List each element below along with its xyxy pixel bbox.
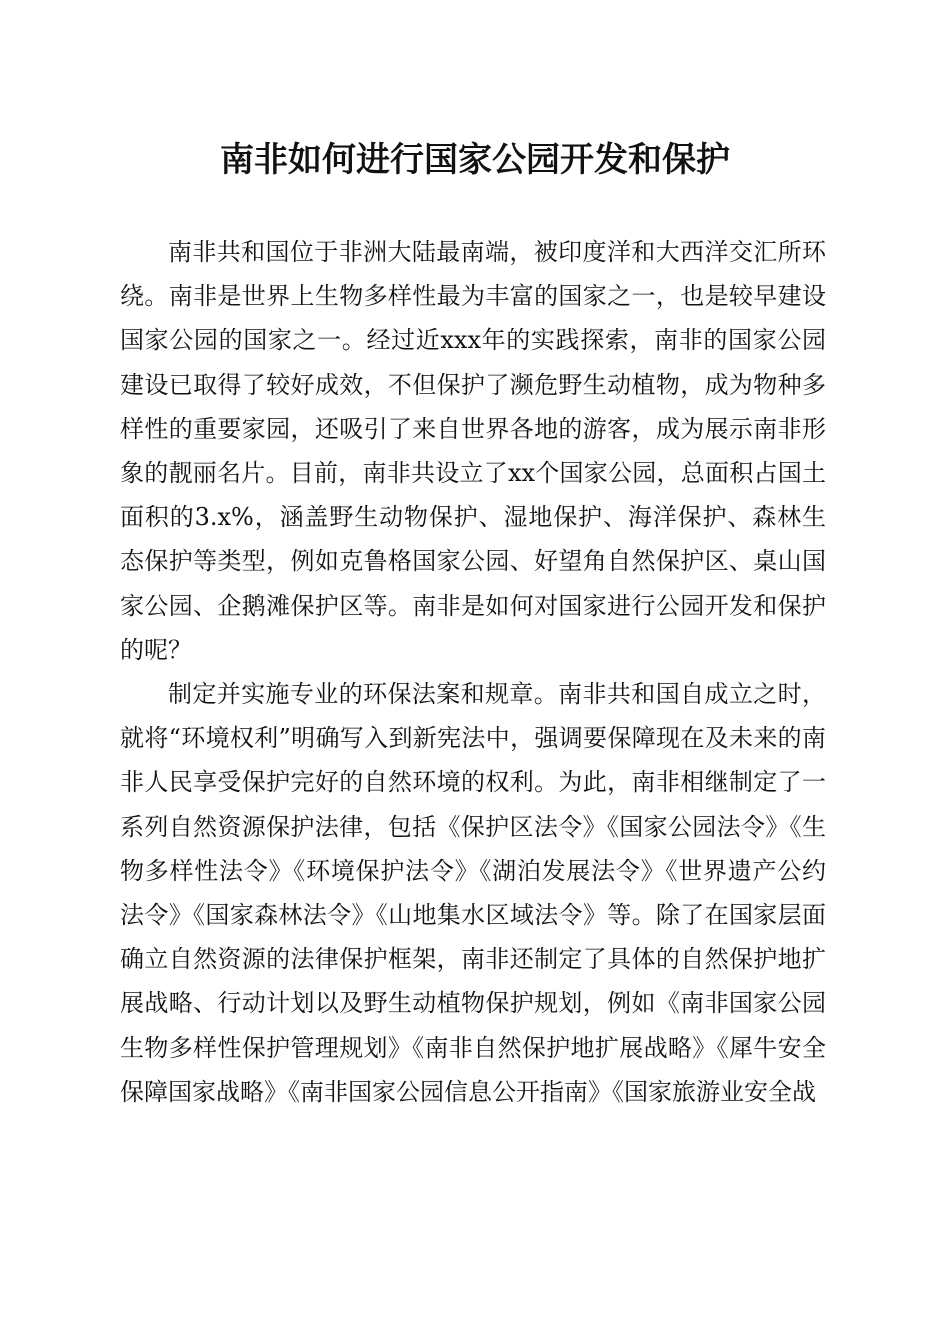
paragraph-legislation: 制定并实施专业的环保法案和规章。南非共和国自成立之时，就将“环境权利”明确写入到新宪法中，强调要保障现在及未来的南非人民享受保护完好的自然环境的权利。为此，南非相继制定了一系列自然资源保护法律，包括《保护区法令》《国家公园法令》《生物多样性法令》《环境保护法令》《湖泊发展法令》《世界遗产公约法令》《国家森林法令》《山地集水区域法令》等。除了在国家层面确立自然资源的法律保护框架，南非还制定了具体的自然保护地扩展战略、行动计划以及野生动植物保护规划，例如《南非国家公园生物多样性保护管理规划》《南非自然保护地扩展战略》《犀牛安全保障国家战略》《南非国家公园信息公开指南》《国家旅游业安全战 — [120, 680, 826, 1106]
document-body — [120, 230, 826, 1114]
paragraph-intro: 南非共和国位于非洲大陆最南端，被印度洋和大西洋交汇所环绕。南非是世界上生物多样性最为丰富的国家之一，也是较早建设国家公园的国家之一。经过近xxx年的实践探索，南非的国家公园建设已取得了较好成效，不但保护了濒危野生动植物，成为物种多样性的重要家园，还吸引了来自世界各地的游客，成为展示南非形象的靓丽名片。目前，南非共设立了xx个国家公园，总面积占国土面积的3.x%，涵盖野生动物保护、湿地保护、海洋保护、森林生态保护等类型，例如克鲁格国家公园、好望角自然保护区、桌山国家公园、企鹅滩保护区等。南非是如何对国家进行公园开发和保护的呢？ — [120, 238, 826, 664]
document-title: 南非如何进行国家公园开发和保护 — [220, 140, 730, 180]
